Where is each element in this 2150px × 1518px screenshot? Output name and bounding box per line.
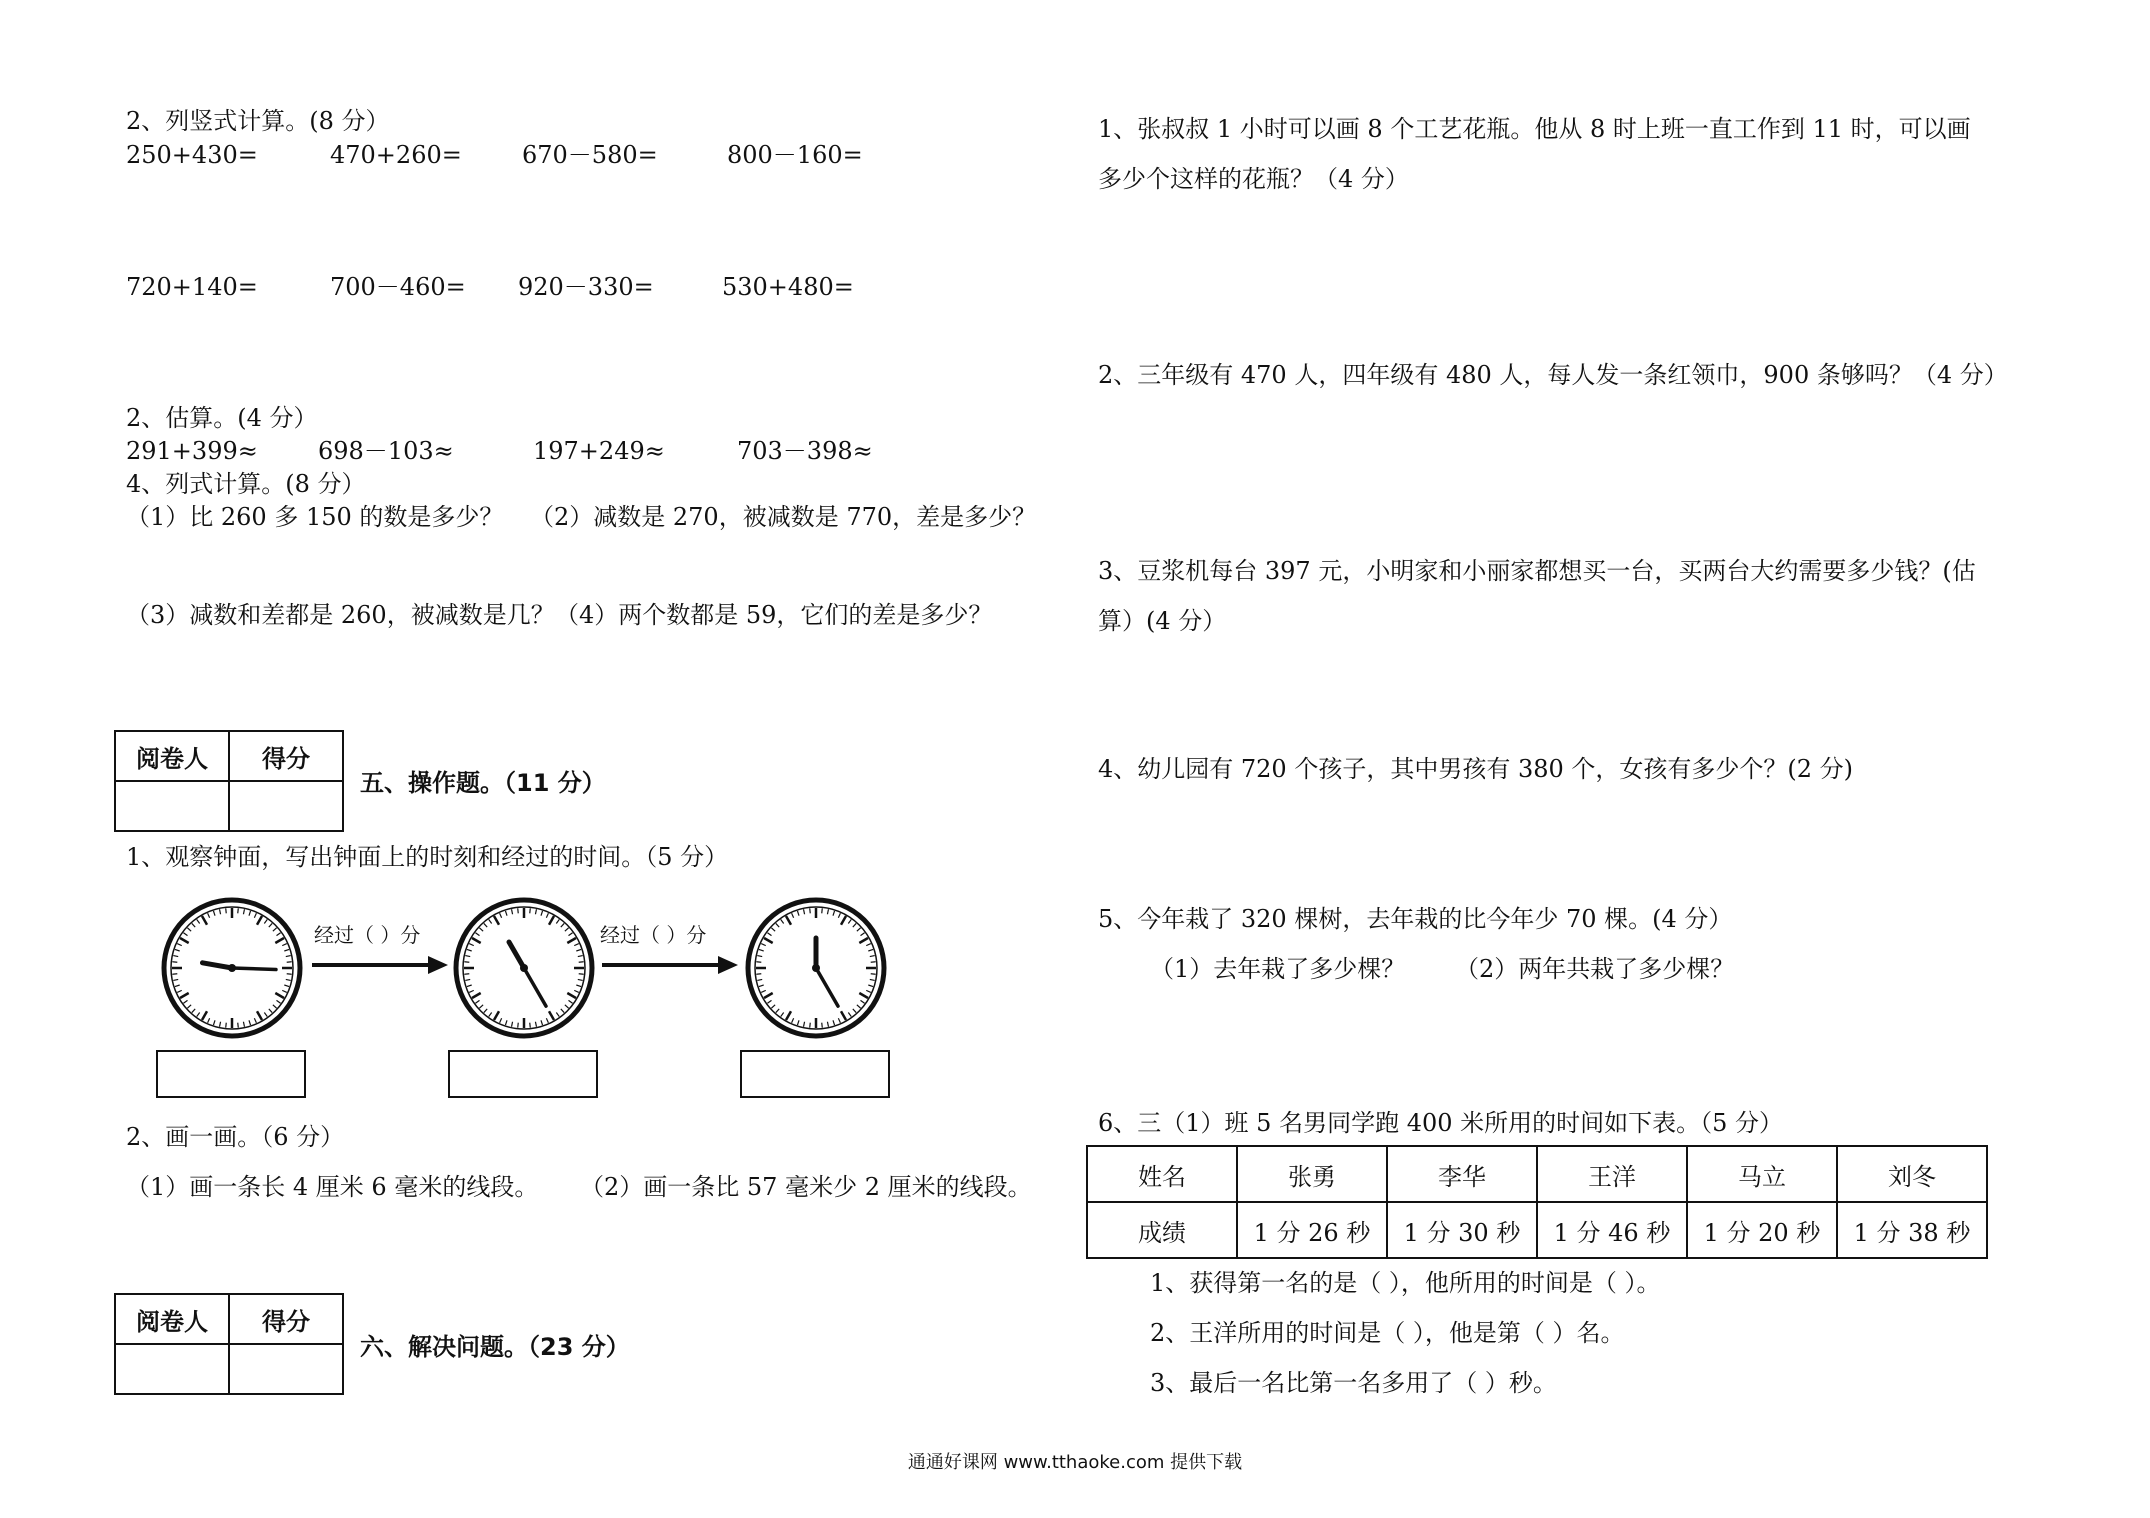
time-answer-box[interactable] [740, 1050, 890, 1098]
estimate-item: 291+399≈ [126, 437, 258, 465]
table-cell: 张勇 [1237, 1146, 1387, 1202]
grade-box [114, 1293, 344, 1395]
table-cell: 刘冬 [1837, 1146, 1987, 1202]
problem-5: 5、今年栽了 320 棵树，去年栽的比今年少 70 棵。(4 分） [1098, 905, 1733, 933]
table-cell: 姓名 [1087, 1146, 1237, 1202]
table-cell: 1 分 30 秒 [1387, 1202, 1537, 1258]
table-row [1087, 1146, 1987, 1202]
section-6-title: 六、解决问题。（23 分） [360, 1333, 630, 1361]
vertical-calc-title: 2、列竖式计算。(8 分） [126, 107, 390, 135]
running-time-table [1086, 1145, 1988, 1259]
clock-question: 1、观察钟面，写出钟面上的时刻和经过的时间。（5 分） [126, 843, 729, 871]
draw-question-2: （2）画一条比 57 毫米少 2 厘米的线段。 [580, 1173, 1032, 1201]
reviewer-cell[interactable] [115, 781, 229, 831]
calc-item: 800－160= [727, 141, 863, 169]
clock-icon-2 [452, 896, 596, 1040]
draw-question-1: （1）画一条长 4 厘米 6 毫米的线段。 [126, 1173, 539, 1201]
draw-title: 2、画一画。（6 分） [126, 1123, 345, 1151]
calc-item: 670－580= [522, 141, 658, 169]
footer: 通通好课网 www.tthaoke.com 提供下载 [907, 1452, 1243, 1473]
grade-box [114, 730, 344, 832]
problem-5-question-1: （1）去年栽了多少棵？ [1150, 955, 1406, 983]
table-cell: 1 分 20 秒 [1687, 1202, 1837, 1258]
table-cell: 1 分 38 秒 [1837, 1202, 1987, 1258]
calc-item: 920－330= [518, 273, 654, 301]
table-cell: 李华 [1387, 1146, 1537, 1202]
arrow-icon [600, 950, 740, 980]
calc-item: 250+430= [126, 141, 258, 169]
formula-calc-title: 4、列式计算。(8 分） [126, 470, 366, 498]
problem-1-line-2: 多少个这样的花瓶？（4 分） [1098, 165, 1409, 193]
clock-icon-3 [744, 896, 888, 1040]
problem-1-line-1: 1、张叔叔 1 小时可以画 8 个工艺花瓶。他从 8 时上班一直工作到 11 时，可以画 [1098, 115, 1971, 143]
clock-icon-1 [160, 896, 304, 1040]
problem-6: 6、三（1）班 5 名男同学跑 400 米所用的时间如下表。（5 分） [1098, 1109, 1784, 1137]
table-row [1087, 1202, 1987, 1258]
problem-2: 2、三年级有 470 人，四年级有 480 人，每人发一条红领巾，900 条够吗？（4 分） [1098, 361, 2008, 389]
table-question-1: 1、获得第一名的是（ ），他所用的时间是（ ）。 [1150, 1269, 1661, 1297]
table-question-3: 3、最后一名比第一名多用了（ ）秒。 [1150, 1369, 1557, 1397]
reviewer-label: 阅卷人 [115, 731, 229, 781]
problem-4: 4、幼儿园有 720 个孩子，其中男孩有 380 个，女孩有多少个？(2 分) [1098, 755, 1854, 783]
estimate-title: 2、估算。(4 分） [126, 404, 318, 432]
score-cell[interactable] [229, 781, 343, 831]
table-cell: 成绩 [1087, 1202, 1237, 1258]
estimate-item: 197+249≈ [533, 437, 665, 465]
formula-question-3: （3）减数和差都是 260，被减数是几？ [126, 601, 555, 629]
score-cell[interactable] [229, 1344, 343, 1394]
estimate-item: 703－398≈ [737, 437, 873, 465]
formula-question-1: （1）比 260 多 150 的数是多少？ [126, 503, 504, 531]
calc-item: 530+480= [722, 273, 854, 301]
table-cell: 1 分 46 秒 [1537, 1202, 1687, 1258]
table-cell: 王洋 [1537, 1146, 1687, 1202]
time-answer-box[interactable] [156, 1050, 306, 1098]
table-cell: 1 分 26 秒 [1237, 1202, 1387, 1258]
table-cell: 马立 [1687, 1146, 1837, 1202]
score-label: 得分 [229, 731, 343, 781]
time-answer-box[interactable] [448, 1050, 598, 1098]
calc-item: 700－460= [330, 273, 466, 301]
estimate-item: 698－103≈ [318, 437, 454, 465]
reviewer-label: 阅卷人 [115, 1294, 229, 1344]
problem-3-line-1: 3、豆浆机每台 397 元，小明家和小丽家都想买一台，买两台大约需要多少钱？(估 [1098, 557, 1976, 585]
formula-question-2: （2）减数是 270，被减数是 770，差是多少？ [530, 503, 1037, 531]
problem-5-question-2: （2）两年共栽了多少棵？ [1455, 955, 1735, 983]
section-5-title: 五、操作题。（11 分） [360, 769, 606, 797]
calc-item: 720+140= [126, 273, 258, 301]
arrow-icon [310, 950, 450, 980]
problem-3-line-2: 算）(4 分） [1098, 607, 1227, 635]
table-question-2: 2、王洋所用的时间是（ ），他是第（ ）名。 [1150, 1319, 1625, 1347]
reviewer-cell[interactable] [115, 1344, 229, 1394]
arrow-label: 经过（ ）分 [314, 923, 421, 947]
calc-item: 470+260= [330, 141, 462, 169]
arrow-label: 经过（ ）分 [600, 923, 707, 947]
score-label: 得分 [229, 1294, 343, 1344]
formula-question-4: （4）两个数都是 59，它们的差是多少？ [555, 601, 993, 629]
